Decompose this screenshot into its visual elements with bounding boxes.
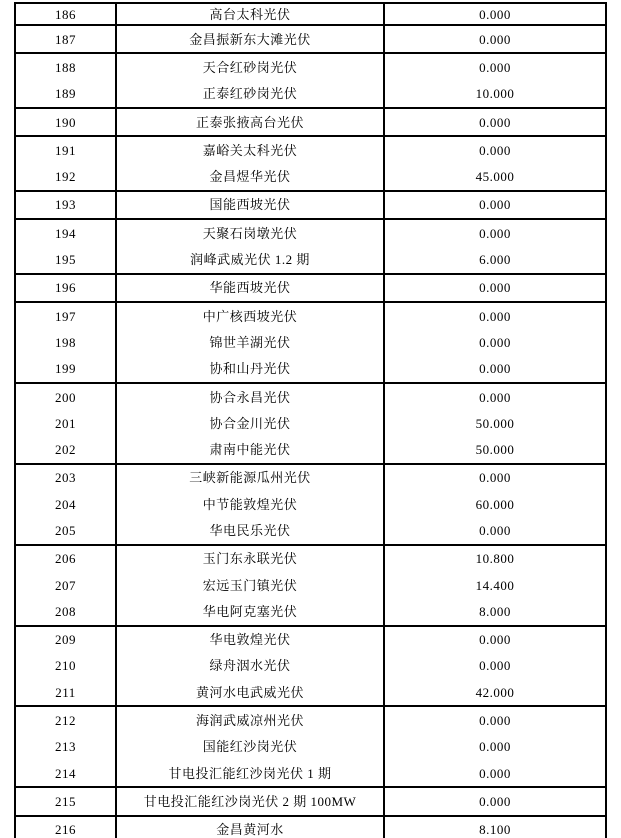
plant-name-cell: 润峰武威光伏 1.2 期 [117,246,385,272]
plant-name-cell: 宏远玉门镇光伏 [117,572,385,598]
row-number-cell: 211 [16,679,117,705]
plant-name-cell: 华能西坡光伏 [117,275,385,301]
table-row [16,546,605,572]
table-row [16,54,605,80]
value-cell: 50.000 [475,442,515,458]
table-row [16,410,605,436]
row-number-cell: 195 [16,246,117,272]
table-row [16,598,605,624]
plant-name-cell: 国能红沙岗光伏 [117,734,385,760]
value-cell: 0.000 [479,658,511,674]
table-row [16,246,605,272]
row-number-cell: 212 [16,707,117,733]
value-cell: 0.000 [479,334,511,350]
row-number-cell: 196 [16,275,117,301]
plant-name-cell: 正泰红砂岗光伏 [117,81,385,107]
plant-name-cell: 金昌振新东大滩光伏 [117,26,385,52]
row-number-cell: 205 [16,517,117,543]
plant-name-cell: 肃南中能光伏 [117,436,385,462]
row-group [16,220,605,275]
value-cell: 50.000 [475,415,515,431]
table-row [16,465,605,491]
value-cell: 45.000 [475,169,515,185]
table-row [16,275,605,301]
row-number-cell: 198 [16,329,117,355]
power-station-table [14,2,607,838]
value-cell: 0.000 [479,31,511,47]
value-cell: 0.000 [479,142,511,158]
row-number-cell: 213 [16,734,117,760]
plant-name-cell: 甘电投汇能红沙岗光伏 2 期 100MW [117,788,385,814]
row-group [16,26,605,54]
row-number-cell: 190 [16,109,117,135]
value-cell: 0.000 [479,225,511,241]
plant-name-cell: 高台太科光伏 [117,4,385,24]
row-number-cell: 206 [16,546,117,572]
row-number-cell: 208 [16,598,117,624]
table-row [16,817,605,838]
table-row [16,356,605,382]
value-cell: 0.000 [479,765,511,781]
row-number-cell: 194 [16,220,117,246]
value-cell: 0.000 [479,114,511,130]
value-cell: 0.000 [479,522,511,538]
value-cell: 10.000 [475,86,515,102]
table-row [16,4,605,24]
value-cell: 0.000 [479,389,511,405]
plant-name-cell: 协合永昌光伏 [117,384,385,410]
plant-name-cell: 金昌煜华光伏 [117,163,385,189]
table-row [16,788,605,814]
row-group [16,817,605,838]
table-row [16,192,605,218]
table-row [16,81,605,107]
plant-name-cell: 天合红砂岗光伏 [117,54,385,80]
value-cell: 10.800 [475,551,515,567]
plant-name-cell: 金昌黄河水 [117,817,385,838]
value-cell: 6.000 [479,252,511,268]
row-number-cell: 199 [16,356,117,382]
plant-name-cell: 玉门东永联光伏 [117,546,385,572]
row-number-cell: 201 [16,410,117,436]
plant-name-cell: 正泰张掖高台光伏 [117,109,385,135]
plant-name-cell: 华电阿克塞光伏 [117,598,385,624]
row-group [16,109,605,137]
value-cell: 0.000 [479,713,511,729]
plant-name-cell: 天聚石岗墩光伏 [117,220,385,246]
table-row [16,653,605,679]
row-group [16,303,605,384]
row-number-cell: 203 [16,465,117,491]
value-cell: 0.000 [479,308,511,324]
row-number-cell: 215 [16,788,117,814]
row-group [16,465,605,546]
value-cell: 0.000 [479,6,511,22]
table-row [16,137,605,163]
row-number-cell: 200 [16,384,117,410]
plant-name-cell: 中广核西坡光伏 [117,303,385,329]
row-number-cell: 210 [16,653,117,679]
row-group [16,384,605,465]
value-cell: 0.000 [479,793,511,809]
value-cell: 42.000 [475,684,515,700]
table-row [16,220,605,246]
row-group [16,788,605,816]
plant-name-cell: 海润武威凉州光伏 [117,707,385,733]
row-group [16,627,605,708]
row-group [16,275,605,303]
table-row [16,734,605,760]
row-group [16,137,605,192]
value-cell: 0.000 [479,632,511,648]
table-row [16,679,605,705]
table-row [16,163,605,189]
value-cell: 14.400 [475,577,515,593]
row-number-cell: 216 [16,817,117,838]
value-cell: 0.000 [479,197,511,213]
row-number-cell: 202 [16,436,117,462]
plant-name-cell: 华电民乐光伏 [117,517,385,543]
table-row [16,627,605,653]
row-number-cell: 191 [16,137,117,163]
plant-name-cell: 国能西坡光伏 [117,192,385,218]
table-row [16,491,605,517]
row-group [16,4,605,26]
plant-name-cell: 绿舟洇水光伏 [117,653,385,679]
row-number-cell: 189 [16,81,117,107]
table-row [16,436,605,462]
plant-name-cell: 协合金川光伏 [117,410,385,436]
row-number-cell: 187 [16,26,117,52]
plant-name-cell: 协和山丹光伏 [117,356,385,382]
table-row [16,517,605,543]
table-row [16,109,605,135]
table-row [16,572,605,598]
row-number-cell: 214 [16,760,117,786]
plant-name-cell: 三峡新能源瓜州光伏 [117,465,385,491]
row-group [16,54,605,109]
value-cell: 0.000 [479,470,511,486]
value-cell: 8.000 [479,603,511,619]
table-row [16,760,605,786]
value-cell: 60.000 [475,496,515,512]
value-cell: 0.000 [479,361,511,377]
table-row [16,329,605,355]
row-number-cell: 207 [16,572,117,598]
value-cell: 0.000 [479,59,511,75]
plant-name-cell: 锦世羊湖光伏 [117,329,385,355]
table-row [16,303,605,329]
plant-name-cell: 黄河水电武威光伏 [117,679,385,705]
plant-name-cell: 华电敦煌光伏 [117,627,385,653]
plant-name-cell: 甘电投汇能红沙岗光伏 1 期 [117,760,385,786]
table-row [16,384,605,410]
row-number-cell: 209 [16,627,117,653]
table-row [16,26,605,52]
row-number-cell: 204 [16,491,117,517]
value-cell: 8.100 [479,822,511,838]
value-cell: 0.000 [479,739,511,755]
table-row [16,707,605,733]
row-group [16,546,605,627]
plant-name-cell: 嘉峪关太科光伏 [117,137,385,163]
plant-name-cell: 中节能敦煌光伏 [117,491,385,517]
value-cell: 0.000 [479,280,511,296]
row-number-cell: 192 [16,163,117,189]
row-number-cell: 197 [16,303,117,329]
row-number-cell: 188 [16,54,117,80]
row-group [16,707,605,788]
row-number-cell: 186 [16,4,117,24]
row-group [16,192,605,220]
row-number-cell: 193 [16,192,117,218]
